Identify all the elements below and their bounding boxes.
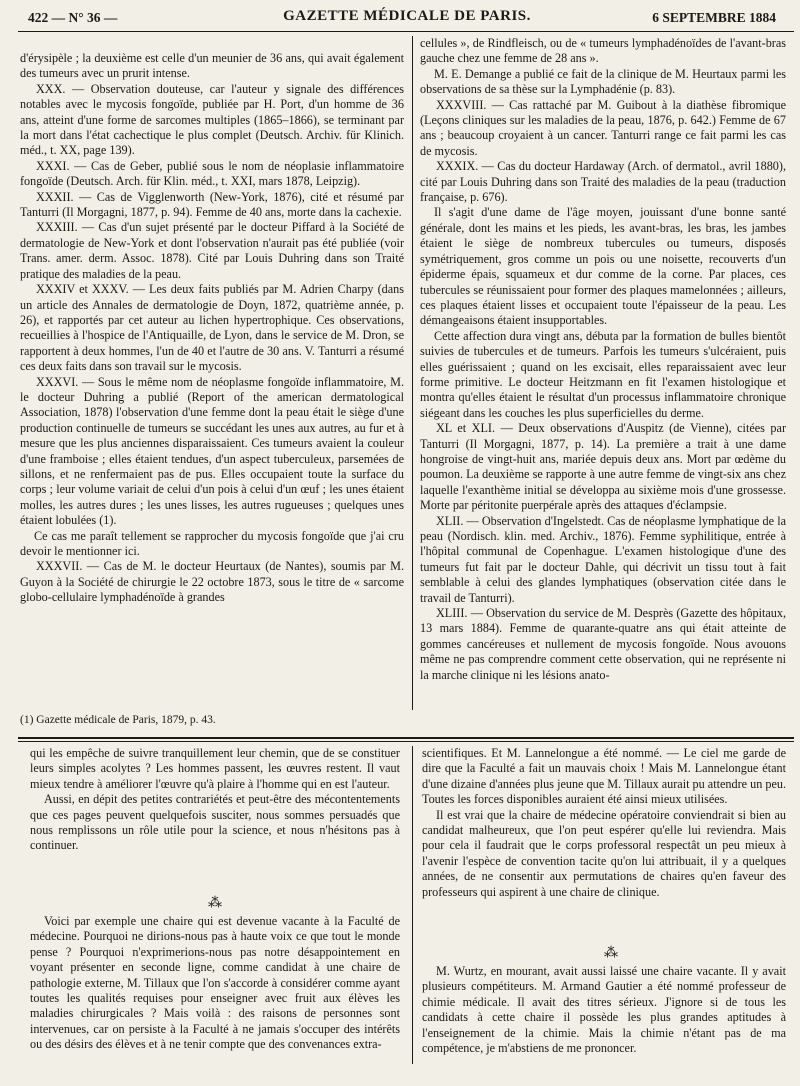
paragraph: Cette affection dura vingt ans, débuta par la formation de bulles bientôt suivies de tubercules et de tumeurs. Parfois les tumeurs s'ulcéraient, puis elles guérissaient ; quand on les excisait, elles reparaissaient avec leur forme primitive. Le docteur Heitzmann en fit l'examen histologique et montra qu'elles étaient le résultat d'un processus inflammatoire chronique siégeant dans les couches les plus superficielles du derme. bbox=[420, 328, 786, 420]
paragraph: Aussi, en dépit des petites contrariétés et peut-être des mécontentements que ces pages peuvent quelquefois susciter, nous sommes persuadés que nous remplissons un rôle utile pour la science, et nous n'hésitons pas à continuer. bbox=[30, 792, 400, 853]
paragraph: M. E. Demange a publié ce fait de la clinique de M. Heurtaux parmi les observations de sa thèse sur la Lymphadénie (p. 83). bbox=[420, 66, 786, 97]
paragraph: XXXII. — Cas de Vigglenworth (New-York, 1876), cité et résumé par Tanturri (Il Morgagni, 1877, p. 94). Femme de 40 ans, morte dans la cachexie. bbox=[20, 189, 404, 220]
paragraph: XXX. — Observation douteuse, car l'auteur y signale des différences notables avec le mycosis fongoïde, publiée par H. Port, d'un homme de 36 ans, atteint d'une forme de sarcomes multiples (1865–1866), se terminant par la mort dans l'état cachectique le plus complet (Deutsch. Archiv. für Klinich. méd., t. XX, page 139). bbox=[20, 81, 404, 158]
section-rule bbox=[18, 737, 794, 739]
paragraph: scientifiques. Et M. Lannelongue a été nommé. — Le ciel me garde de dire que la Faculté a fait un mauvais choix ! Mais M. Lannelongue étant d'une dizaine d'années plus jeune que M. Tillaux aurait pu attendre un peu. Toutes les forces disponibles auraient été ainsi mieux utilisées. bbox=[422, 746, 786, 807]
section-separator-stars: ⁂ bbox=[208, 896, 222, 911]
paragraph: cellules », de Rindfleisch, ou de « tumeurs lymphadénoïdes de l'avant-bras gauche chez une femme de 28 ans ». bbox=[420, 36, 786, 66]
bottom-left-column bbox=[30, 746, 400, 854]
paragraph: XXXVII. — Cas de M. le docteur Heurtaux (de Nantes), soumis par M. Guyon à la Société de chirurgie le 22 octobre 1873, sous le titre de « sarcome globo-cellulaire lymphadénoïde à grandes bbox=[20, 559, 404, 605]
journal-title: GAZETTE MÉDICALE DE PARIS. bbox=[283, 8, 531, 24]
column-divider-bottom bbox=[412, 746, 413, 1064]
section-rule-thin bbox=[18, 741, 794, 742]
bottom-right-column bbox=[422, 746, 786, 900]
footnote: (1) Gazette médicale de Paris, 1879, p. 43. bbox=[20, 714, 216, 726]
bottom-left-column-2 bbox=[30, 914, 400, 1053]
paragraph: XXXVIII. — Cas rattaché par M. Guibout à la diathèse fibromique (Leçons cliniques sur les maladies de la peau, 1876, p. 642.) Femme de 67 ans ; beaucoup croyaient à un cancer. Tanturri range ce fait parmi les cas de mycosis. bbox=[420, 97, 786, 158]
paragraph: XLII. — Observation d'Ingelstedt. Cas de néoplasme lymphatique de la peau (Nordisch. klin. med. Archiv., 1876). Femme syphilitique, entrée à l'hôpital communal de Copenhague. L'examen histologique d'une des tumeurs fut fait par le docteur Dahle, qui décrivit un tissu tout à fait semblable à celui des glandes lymphatiques (observation citée dans le travail de Tanturri). bbox=[420, 513, 786, 605]
paragraph: Il s'agit d'une dame de l'âge moyen, jouissant d'une bonne santé générale, dont les mains et les pieds, les avant-bras, les bras, les jambes étaient le siège de nombreux tubercules ou tumeurs, disposés symétriquement, gros comme un pois ou une noisette, recouverts d'un épiderme épais, squameux et dur comme de la corne. Par places, ces tubercules se réunissaient pour former des plaques mamelonnées ; ailleurs, ces plaques étaient lisses et occupaient toute l'épaisseur de la peau. Les démangeaisons étaient insupportables. bbox=[420, 205, 786, 328]
paragraph: XXXIII. — Cas d'un sujet présenté par le docteur Piffard à la Société de dermatologie de New-York et dont l'observation n'aurait pas été publiée (voir Trans. amer. derm. Assoc. 1878). Cité par Louis Duhring dans son Traité pratique des maladies de la peau. bbox=[20, 220, 404, 281]
top-right-column bbox=[420, 36, 786, 683]
paragraph: XL et XLI. — Deux observations d'Auspitz (de Vienne), citées par Tanturri (Il Morgagni, 1877, p. 14). La première a trait à une dame hongroise de vingt-huit ans, mariée depuis deux ans. Mort par œdème du poumon. La deuxième se rapporte à une autre femme de vingt-six ans chez laquelle l'exanthème initial se développa au sixième mois d'une grossesse. Morte par péritonite puerpérale après des attaques d'éclampsie. bbox=[420, 421, 786, 513]
paragraph: XXXI. — Cas de Geber, publié sous le nom de néoplasie inflammatoire fongoïde (Deutsch. Arch. für Klin. méd., t. XXI, mars 1878, Leipzig). bbox=[20, 158, 404, 189]
page-header bbox=[28, 6, 786, 28]
paragraph: Il est vrai que la chaire de médecine opératoire conviendrait si bien au candidat malheureux, que l'on peut espérer qu'elle lui reviendra. Mais pour cela il faudrait que le corps professoral respectât un peu mieux à l'avenir l'espèce de convention tacite qu'on lui attribuait, il y a quelques années, de ne consentir aux permutations de chaires qu'en faveur des professeurs qui aspirent à une chaire de clinique. bbox=[422, 807, 786, 899]
paragraph: d'érysipèle ; la deuxième est celle d'un meunier de 36 ans, qui avait également des tumeurs avec un prurit intense. bbox=[20, 51, 404, 81]
paragraph: XXXIV et XXXV. — Les deux faits publiés par M. Adrien Charpy (dans un article des Annales de dermatologie de Doyn, 1872, quatrième année, p. 26), et rapportés par cet auteur au lichen hypertrophique. Ces observations, recueillies à l'hospice de l'Antiquaille, de Lyon, dans le service de M. Dron, se rapportent à deux hommes, l'un de 40 et l'autre de 30 ans. V. Tanturri a résumé ces deux faits dans son travail sur le mycosis. bbox=[20, 282, 404, 374]
section-separator-stars: ⁂ bbox=[604, 946, 618, 961]
header-rule bbox=[18, 31, 794, 32]
paragraph: Ce cas me paraît tellement se rapprocher du mycosis fongoïde que j'ai cru devoir le mentionner ici. bbox=[20, 528, 404, 558]
top-left-column bbox=[20, 51, 404, 606]
paragraph: XXXIX. — Cas du docteur Hardaway (Arch. of dermatol., avril 1880), cité par Louis Duhring dans son Traité des maladies de la peau (traduction française, p. 676). bbox=[420, 159, 786, 205]
paragraph: XLIII. — Observation du service de M. Desprès (Gazette des hôpitaux, 13 mars 1884). Femme de quarante-quatre ans qui était atteinte de gommes cancéreuses et nullement de mycosis fongoïde. Nous avouons même ne pas comprendre comment cette observation, qui ne représente ni la marche clinique ni les lésions anato- bbox=[420, 606, 786, 682]
issue-date: 6 SEPTEMBRE 1884 bbox=[652, 10, 776, 25]
paragraph: M. Wurtz, en mourant, avait aussi laissé une chaire vacante. Il y avait plusieurs compétiteurs. M. Armand Gautier a été nommé professeur de chimie médicale. Il avait des titres sérieux. J'ignore si de tous les candidats à cette chaire il possède les plus grandes aptitudes à l'enseignement de la chimie. Mais la chimie n'étant pas de ma compétence, je m'abstiens de me prononcer. bbox=[422, 964, 786, 1056]
bottom-right-column-2 bbox=[422, 964, 786, 1056]
column-divider bbox=[412, 36, 413, 710]
paragraph: qui les empêche de suivre tranquillement leur chemin, que de se constituer leurs simples acolytes ? Les hommes passent, les œuvres restent. Il vaut mieux tendre à améliorer l'œuvre qu'à plaire à l'homme qui en est l'auteur. bbox=[30, 746, 400, 791]
page-number: 422 — N° 36 — bbox=[28, 10, 118, 25]
paragraph: XXXVI. — Sous le même nom de néoplasme fongoïde inflammatoire, M. le docteur Duhring a publié (Report of the american dermatological Association, 1878) l'observation d'une femme dont la peau était le siège d'une production continuelle de tumeurs se succédant les unes aux autres, au fur et à mesure que les plus anciennes disparaissaient. Ces tumeurs avaient la couleur d'une framboise ; elles étaient tendues, d'un aspect tuberculeux, parsemées de sillons, et ne renfermaient pas de pus. Elles occupaient toute la surface du corps ; leur volume variait de celui d'un pois à celui d'un œuf ; les unes étaient molles, les autres dures ; les unes lisses, les autres rugueuses ; quelques unes étaient lobulées (1). bbox=[20, 374, 404, 528]
paragraph: Voici par exemple une chaire qui est devenue vacante à la Faculté de médecine. Pourquoi ne dirions-nous pas à haute voix ce que tout le monde pense ? Pourquoi n'exprimerions-nous pas notre désappointement en voyant présenter en seconde ligne, comme candidat à une chaire de pathologie externe, M. Tillaux que l'on s'accorde à considérer comme ayant toutes les qualités requises pour enseigner avec fruit aux élèves les maladies chirurgicales ? Mais voilà : des raisons de personnes sont intervenues, car on persiste à la Faculté à ne jamais s'occuper des intérêts ou des désirs des élèves et à ne tenir compte que des convenances extra- bbox=[30, 914, 400, 1052]
